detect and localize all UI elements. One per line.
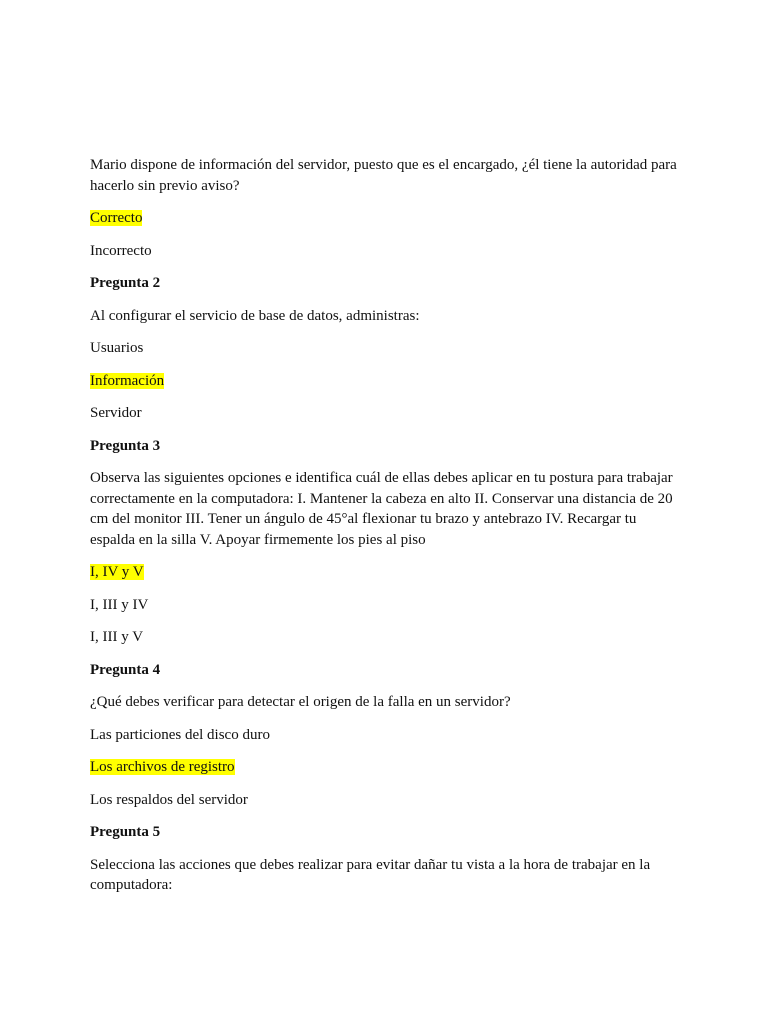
answer-option <box>90 371 680 392</box>
question-text: ¿Qué debes verificar para detectar el origen de la falla en un servidor? <box>90 694 511 710</box>
highlighted-answer: Correcto <box>90 210 143 226</box>
question-title: Pregunta 5 <box>90 824 161 840</box>
answer-option: Las particiones del disco duro <box>90 726 270 743</box>
answer-option: I, III y V <box>90 629 144 645</box>
document-page <box>90 155 680 908</box>
question-text: Selecciona las acciones que debes realizar para evitar dañar tu vista a la hora de trabajar en la computadora: <box>90 856 651 893</box>
highlighted-answer: I, IV y V <box>90 564 144 580</box>
question-title: Pregunta 3 <box>90 437 161 454</box>
question-text: Mario dispone de información del servidor, puesto que es el encargado, ¿él tiene la autoridad para hacerlo sin previo aviso? <box>90 157 677 194</box>
answer-option <box>90 562 680 583</box>
highlighted-answer: Los archivos de registro <box>90 759 235 775</box>
answer-option: Los respaldos del servidor <box>90 791 248 808</box>
answer-option <box>90 208 680 229</box>
question-title: Pregunta 4 <box>90 661 161 678</box>
question-text: Al configurar el servicio de base de datos, administras: <box>90 307 420 324</box>
question-title: Pregunta 2 <box>90 275 161 291</box>
answer-option: Servidor <box>90 405 142 421</box>
answer-option: I, III y IV <box>90 596 149 613</box>
highlighted-answer: Información <box>90 372 165 389</box>
answer-option: Usuarios <box>90 340 144 356</box>
question-text: Observa las siguientes opciones e identifica cuál de ellas debes aplicar en tu postura para trabajar correctamente en la computadora: I. Mantener la cabeza en alto II. Conservar una distancia de 20 cm del monitor III. Tener un ángulo de 45°al flexionar tu brazo y antebrazo IV. Recargar tu espalda en la silla V. Apoyar firmemente los pies al piso <box>90 470 673 548</box>
answer-option: Incorrecto <box>90 242 152 259</box>
answer-option <box>90 757 680 778</box>
